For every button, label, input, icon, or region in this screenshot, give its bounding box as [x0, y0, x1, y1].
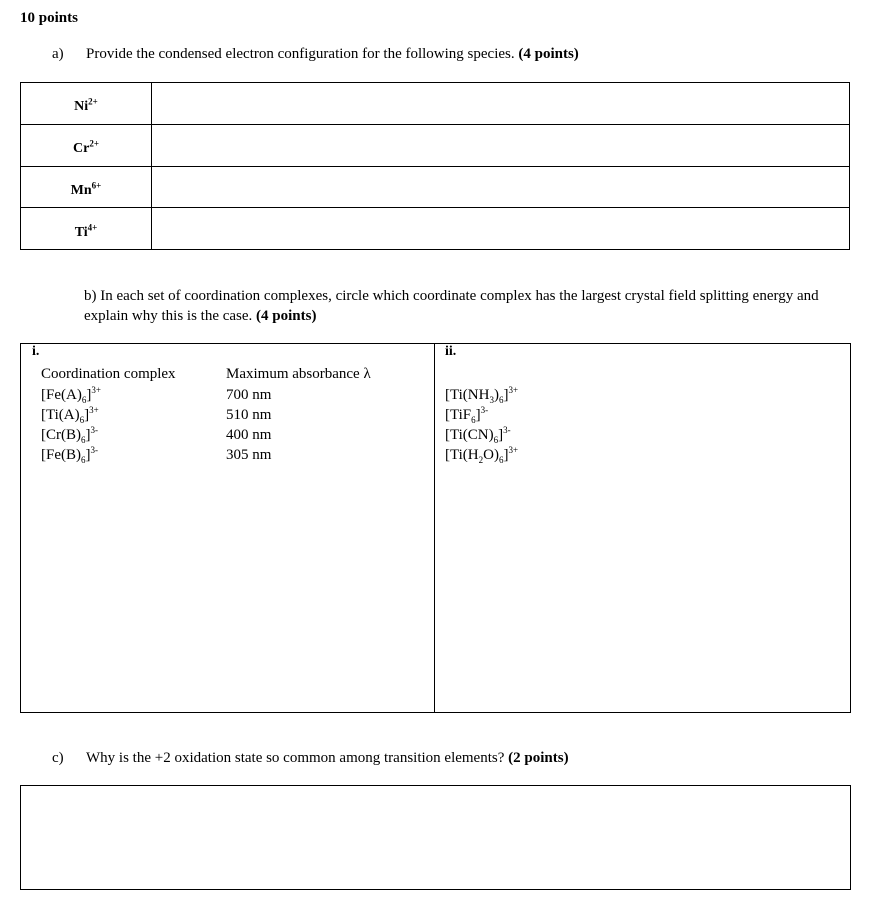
species-symbol: Ti: [74, 224, 88, 240]
answer-cell-ti[interactable]: [152, 208, 850, 250]
complex-item[interactable]: $[Ti(H_2O)_6]^{3+}$: [445, 445, 519, 465]
question-c-text: Why is the +2 oxidation state so common among transition elements?: [86, 750, 505, 766]
table-row: [21, 124, 850, 166]
question-c-points: (2 points): [508, 750, 569, 766]
species-symbol: Mn: [70, 182, 92, 198]
absorbance-value: 305 nm: [226, 447, 272, 463]
set-i-complex-list: [41, 385, 101, 465]
points-heading: 10 points: [20, 10, 78, 26]
species-charge: 2+: [88, 96, 98, 107]
set-ii-complex-list: [445, 385, 518, 465]
table-row: [21, 166, 850, 208]
complex-item[interactable]: $[Ti(A)_6]^{3+}$: [41, 405, 99, 425]
answer-cell-mn[interactable]: [152, 166, 850, 208]
question-a-points: (4 points): [518, 46, 579, 62]
electron-config-table: [20, 82, 850, 250]
species-cell: [21, 83, 152, 125]
table-row: [21, 83, 850, 125]
question-b-points: (4 points): [256, 308, 317, 324]
absorbance-value: 510 nm: [226, 407, 272, 423]
complex-item[interactable]: $[Fe(B)_6]^{3-}$: [41, 445, 98, 465]
set-i-label: i.: [32, 344, 40, 359]
species-cell: [21, 124, 152, 166]
table-row: [21, 208, 850, 250]
coordination-complex-box[interactable]: [20, 343, 851, 713]
answer-cell-ni[interactable]: [152, 83, 850, 125]
set-ii-label: ii.: [445, 344, 457, 359]
col-header-complex: Coordination complex: [41, 366, 176, 382]
complex-item[interactable]: $[Ti(NH_3)_6]^{3+}$: [445, 385, 519, 405]
question-c-letter: c): [52, 750, 64, 766]
question-c: [52, 750, 569, 767]
absorbance-value: 400 nm: [226, 427, 272, 443]
answer-cell-cr[interactable]: [152, 124, 850, 166]
complex-item[interactable]: $[Fe(A)_6]^{3+}$: [41, 385, 101, 405]
species-cell: [21, 166, 152, 208]
species-cell: [21, 208, 152, 250]
complex-item[interactable]: $[TiF_6]^{3-}$: [445, 405, 489, 425]
complex-item[interactable]: $[Ti(CN)_6]^{3-}$: [445, 425, 511, 445]
column-divider: [434, 344, 435, 712]
question-a-letter: a): [52, 46, 64, 62]
col-header-absorbance: Maximum absorbance λ: [226, 366, 371, 382]
question-a: [52, 46, 579, 63]
species-charge: 2+: [89, 138, 99, 149]
species-symbol: Ni: [74, 99, 89, 115]
question-b: [84, 286, 844, 326]
complex-item[interactable]: $[Cr(B)_6]^{3-}$: [41, 425, 98, 445]
answer-box-c[interactable]: [20, 785, 851, 890]
question-a-text: Provide the condensed electron configuration for the following species.: [86, 46, 515, 62]
absorbance-value: 700 nm: [226, 387, 272, 403]
species-charge: 4+: [87, 221, 98, 232]
question-b-text: b) In each set of coordination complexes, circle which coordinate complex has the largest crystal field splitting energy and explain why this is the case.: [84, 288, 819, 324]
species-charge: 6+: [91, 180, 102, 191]
species-symbol: Cr: [73, 141, 90, 157]
set-i-absorbance-list: [226, 385, 271, 465]
